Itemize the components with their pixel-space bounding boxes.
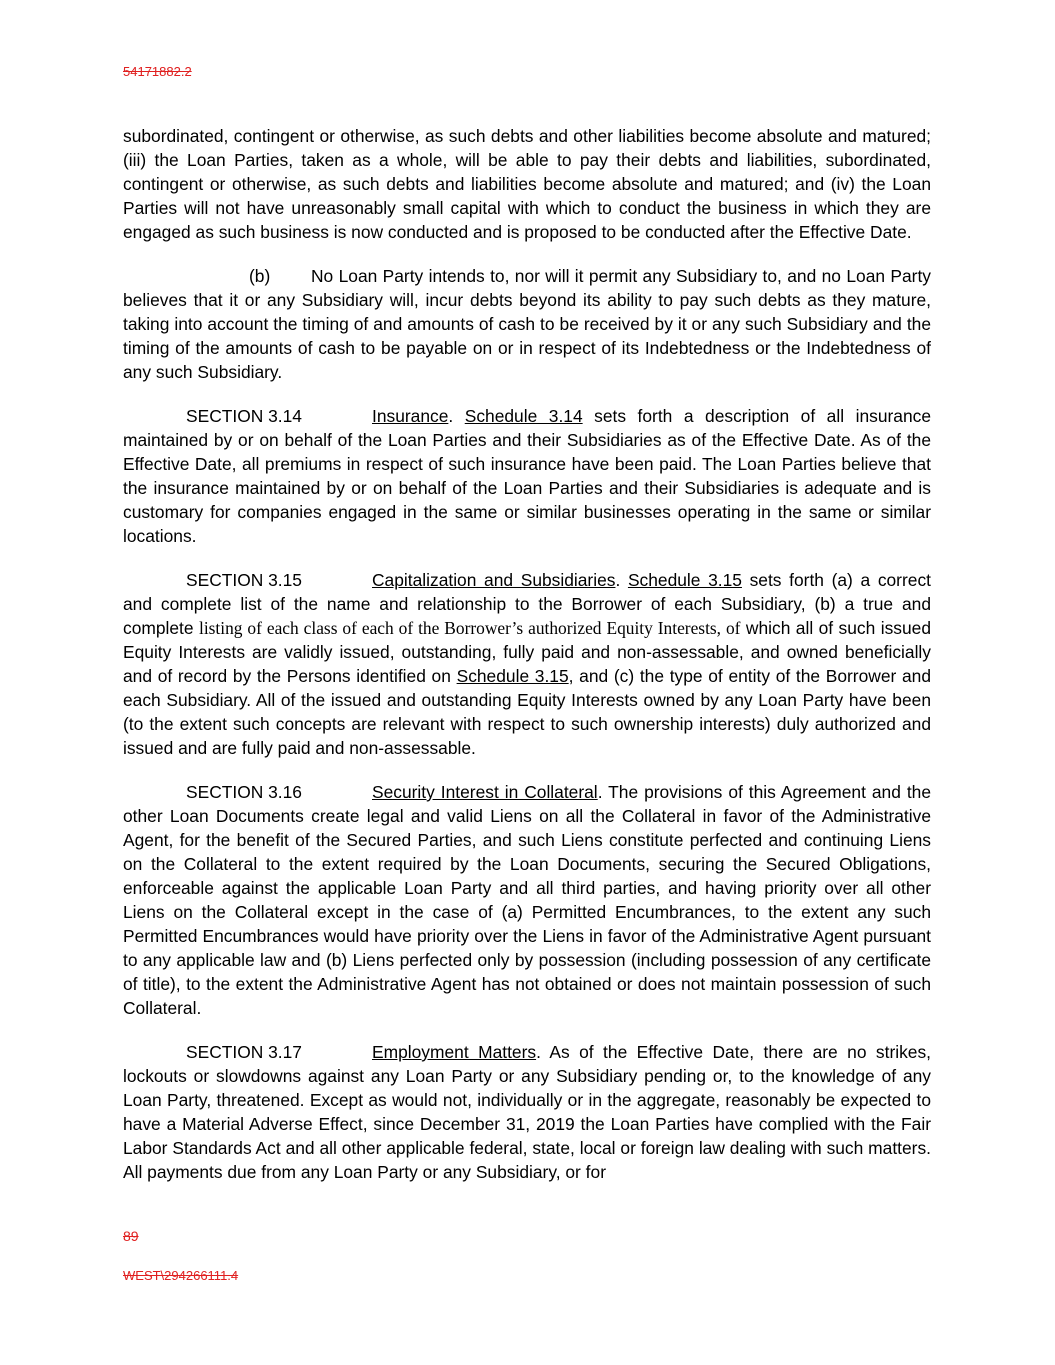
document-body bbox=[123, 124, 931, 1204]
subsection-b-paragraph bbox=[123, 264, 931, 384]
section-number: SECTION 3.15 bbox=[186, 570, 302, 590]
section-title: Capitalization and Subsidiaries bbox=[372, 570, 616, 590]
section-text-part-c: , and (c) the type of entity of the Borrower and each Subsidiary. All of the issued and outstanding Equity Interests owned by any Loan Party have been (to the extent such concepts are relevant with respect to such ownership interests) duly authorized and issued and are fully paid and non-assessable. bbox=[123, 666, 931, 758]
section-number: SECTION 3.17 bbox=[186, 1042, 302, 1062]
subsection-b-text: No Loan Party intends to, nor will it permit any Subsidiary to, and no Loan Party believes that it or any Subsidiary will, incur debts beyond its ability to pay such debts as they mature, taking into account the timing of and amounts of cash to be received by it or any such Subsidiary and the timing of the amounts of cash to be payable on or in respect of its Indebtedness or the Indebtedness of any such Subsidiary. bbox=[123, 266, 931, 382]
schedule-reference: Schedule 3.14 bbox=[464, 406, 583, 426]
section-title: Employment Matters bbox=[372, 1042, 537, 1062]
section-title-punct: . bbox=[615, 570, 628, 590]
section-3-14 bbox=[123, 404, 931, 548]
header-document-id: 54171882.2 bbox=[123, 64, 192, 79]
page-number: 89 bbox=[123, 1228, 139, 1244]
footer-document-id: WEST\294266111.4 bbox=[123, 1268, 239, 1283]
section-title-punct: . bbox=[448, 406, 465, 426]
schedule-reference: Schedule 3.15 bbox=[627, 570, 742, 590]
section-text-part-b: which all of such issued Equity Interests are validly issued, outstanding, fully paid and non-assessable, and owned beneficially and of record by the Persons identified on bbox=[123, 618, 931, 686]
section-3-15 bbox=[123, 568, 931, 760]
section-number: SECTION 3.16 bbox=[186, 782, 302, 802]
section-number: SECTION 3.14 bbox=[186, 406, 302, 426]
section-title: Security Interest in Collateral bbox=[372, 782, 598, 802]
schedule-reference-2: Schedule 3.15 bbox=[456, 666, 569, 686]
continuation-paragraph: subordinated, contingent or otherwise, as such debts and other liabilities become absolute and matured; (iii) the Loan Parties, taken as a whole, will be able to pay their debts and liabilities, subordinated, contingent or otherwise, as such debts and liabilities become absolute and matured; and (iv) the Loan Parties will not have unreasonably small capital with which to conduct the business in which they are engaged as such business is now conducted and is proposed to be conducted after the Effective Date. bbox=[123, 126, 931, 242]
section-text: . The provisions of this Agreement and the other Loan Documents create legal and valid Liens on all the Collateral in favor of the Administrative Agent, for the benefit of the Secured Parties, and such Liens constitute perfected and continuing Liens on the Collateral to the extent required by the Loan Documents, securing the Secured Obligations, enforceable against the applicable Loan Party and all third parties, and having priority over all other Liens on the Collateral except in the case of (a) Permitted Encumbrances, to the extent any such Permitted Encumbrances would have priority over the Liens in favor of the Administrative Agent pursuant to any applicable law and (b) Liens perfected only by possession (including possession of any certificate of title), to the extent the Administrative Agent has not obtained or does not maintain possession of such Collateral. bbox=[123, 782, 932, 1018]
section-3-17 bbox=[123, 1040, 931, 1184]
section-text: . As of the Effective Date, there are no strikes, lockouts or slowdowns against any Loan Party or any Subsidiary pending or, to the knowledge of any Loan Party, threatened. Except as would not, individually or in the aggregate, reasonably be expected to have a Material Adverse Effect, since December 31, 2019 the Loan Parties have complied with the Fair Labor Standards Act and all other applicable federal, state, local or foreign law dealing with such matters. All payments due from any Loan Party or any Subsidiary, or for bbox=[123, 1042, 932, 1182]
section-text: sets forth a description of all insurance maintained by or on behalf of the Loan Parties and their Subsidiaries as of the Effective Date. As of the Effective Date, all premiums in respect of such insurance have been paid. The Loan Parties believe that the insurance maintained by or on behalf of the Loan Parties and their Subsidiaries is adequate and is customary for companies engaged in the same or similar businesses operating in the same or similar locations. bbox=[123, 406, 932, 546]
section-text-serif-insert: listing of each class of each of the Borrower’s authorized Equity Interests, of bbox=[199, 618, 741, 638]
section-text-part-a: sets forth (a) a correct and complete list of the name and relationship to the Borrower of each Subsidiary, (b) a true and complete bbox=[123, 570, 931, 638]
subsection-b-label: (b) bbox=[249, 266, 271, 286]
section-title: Insurance bbox=[372, 406, 449, 426]
section-3-16 bbox=[123, 780, 931, 1020]
